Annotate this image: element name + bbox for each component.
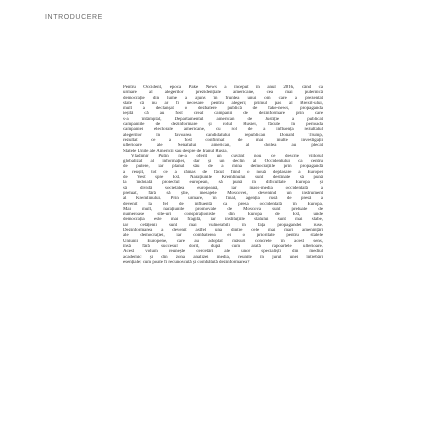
text-line: la îndoială proiectul european, să pună în dificultate Europa și [123,180,323,186]
section-heading: INTRODUCERE [45,14,103,21]
text-line: academic și din zona analizei media, reunite în jurul unei întrebări [123,254,323,260]
text-line: Acest volum reunește cercetări ale unor specialiști din mediul [123,249,323,255]
text-line: iar cetățenii sunt mai vulnerabili în fața propagandei ruse. [123,222,323,228]
text-line: s-a întâmplat, Departamentul american de Justiție a publicat [123,116,323,122]
text-line: să dividă societatea europeană, iar mass-media occidentală a [123,185,323,191]
text-line: de Vest spre Est. Narațiunile Kremlinului sunt destinate să pună [123,175,323,181]
text-line: preluat, fără să știe, mesajele Moscovei, devenind un instrument [123,190,323,196]
text-line: Vladimir Putin ne-a oferit un cuvânt nou ce descrie viitorul [131,153,323,159]
text-line: al Kremlinului. Prin urmare, în final, agenția rusă de presă a [123,196,323,202]
text-line: ale democrației, iar combaterea ei o prioritate pentru statele [123,233,323,239]
text-line: esențiale: cum poate fi recunoscută și combătută dezinformarea? [123,259,250,265]
text-line: alegerilor în favoarea candidatului republican Donald Trump, [123,132,323,138]
paragraph [123,85,323,154]
text-line: campaniei electorale americane, cu rol de a influența rezultatul [123,127,323,133]
text-line: numeroase site-uri conspiraționiste din Europa de Est, unde [123,212,323,218]
text-line: ulterioare ale Senatului american, al doilea au plecat [123,143,323,149]
text-line: campaniile de dezinformare și rolul Rusiei, făcute în perioada [123,122,323,128]
text-line: state că nu ar fi necesare pentru alegeri; primul pas al Brexit-ului, [123,100,323,106]
text-line: urmare al alegerilor prezidențiale americane, cea mai puternică [123,90,323,96]
text-line: ieșită că au fost creat campanii de dezinformare prin care [123,111,323,117]
text-line: însă fără succesul dorit, după cum arată rapoartele ulterioare. [123,243,323,249]
text-line: de putere, iar planul său de a mina democrațiile prin propagandă [123,164,323,170]
text-line: Mai mult, narațiunile promovate de Moscova sunt preluate de [123,206,323,212]
text-line: mult a declanșat o dezbatere publică de fake-news, propaganda [123,106,323,112]
text-line: globalizat al informației, dar și un declin al Occidentului ca centru [123,159,323,165]
text-line: Statele Unite ale Americii sau despre de Iranul Rusia. [123,148,228,154]
body-text [123,85,323,360]
text-line: rezultat ce a fost confirmat de mai multe investigații [123,137,323,143]
text-line: democrație din lume a ajuns în fruntea unui om care a prezentat [123,95,323,101]
text-line: Pentru Occident, epoca Pake News a început în anul 2016, când ca [123,85,323,90]
paragraph [123,154,323,265]
text-line: a reușit, tot ce a rămas de făcut fiind o nouă deplasare a Europei [123,169,323,175]
text-line: democrația este mai fragilă, iar instituțiile statului sunt mai slabe, [123,217,323,223]
text-line: devenit la fel de influentă ca presa occidentală în Europa. [123,201,323,207]
text-line: Uniunii Europene, care au adoptat măsuri concrete în acest sens, [123,238,323,244]
text-line: Dezinformarea a devenit astfel una dintre cele mai mari amenințări [123,228,323,234]
